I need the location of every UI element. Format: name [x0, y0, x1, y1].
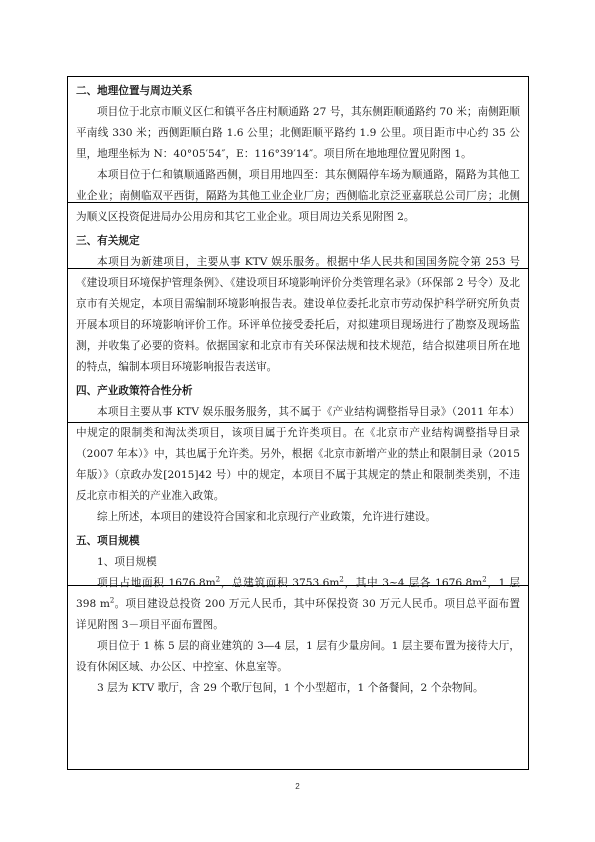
section-heading-regulations: 三、有关规定: [76, 235, 140, 247]
paragraph-policy: 本项目主要从事 KTV 娱乐服务服务，其不属于《产业结构调整指导目录》（2011 年本）中规定的限制类和淘汰类项目，该项目属于允许类项目。在《北京市产业结构调整指导目录（2007 年本）》中，其也属于允许类。另外，根据《北京市新增产业的禁止和限制目录（2015 年版）》（京政办发[2015]42 号）中的规定，本项目不属于其规定的禁止和限制类类别，不违反北京市相关的产业准入政策。: [76, 406, 520, 502]
paragraph-building-layout: 项目位于 1 栋 5 层的商业建筑的 3—4 层，1 层有少量房间。1 层主要布置为接待大厅，设有休闲区域、办公区、中控室、休息室等。: [76, 640, 520, 673]
paragraph-location: 项目位于北京市顺义区仁和镇平各庄村顺通路 27 号，其东侧距顺通路约 70 米；南侧距顺平南线 330 米；西侧距顺白路 1.6 公里；北侧距顺平路约 1.9 公里。项目距市中心约 35 公里，地理坐标为 N：40°05′54″，E：116°39′14″。项目所在地地理位置见附图 1。: [76, 106, 520, 160]
document-frame: [67, 76, 529, 770]
paragraph-regulations: 本项目为新建项目，主要从事 KTV 娱乐服务。根据中华人民共和国国务院令第 253 号《建设项目环境保护管理条例》、《建设项目环境影响评价分类管理名录》（环保部 2 号令）及北京市有关规定，本项目需编制环境影响报告表。建设单位委托北京市劳动保护科学研究所负责开展本项目的环境影响评价工作。环评单位接受委托后，对拟建项目现场进行了勘察及现场监测，并收集了必要的资料。依据国家和北京市有关环保法规和技术规范，结合拟建项目所在地的特点，编制本项目环境影响报告表送审。: [76, 256, 520, 373]
paragraph-surroundings: 本项目位于仁和镇顺通路西侧，项目用地四至：其东侧隔停车场为顺通路，隔路为其他工业企业；南侧临双平西街，隔路为其他工业企业厂房；西侧临北京泛亚嘉联总公司厂房；北侧为顺义区投资促进局办公用房和其它工业企业。项目周边关系见附图 2。: [76, 169, 520, 223]
paragraph-third-floor: 3 层为 KTV 歌厅，含 29 个歌厅包间，1 个小型超市，1 个备餐间，2 个杂物间。: [97, 682, 484, 694]
section-heading-location: 二、地理位置与周边关系: [76, 85, 193, 97]
subheading-scale: 1、项目规模: [97, 556, 157, 568]
paragraph-scale: 项目占地面积 $1676.8m^2$，总建筑面积 $3753.6m^2$，其中 3~4 层各 $1676.8m^2$，1 层 398 $m^2$。项目建设总投资 200 万元人民币，其中环保投资 30 万元人民币。项目总平面布置详见附图 3－项目平面布置图。: [76, 575, 521, 631]
section-heading-scale: 五、项目规模: [76, 535, 140, 547]
page-number: 2: [295, 782, 300, 791]
section-heading-policy: 四、产业政策符合性分析: [76, 385, 193, 397]
paragraph-policy-conclusion: 综上所述，本项目的建设符合国家和北京现行产业政策，允许进行建设。: [97, 511, 436, 523]
document-content: [76, 81, 520, 699]
